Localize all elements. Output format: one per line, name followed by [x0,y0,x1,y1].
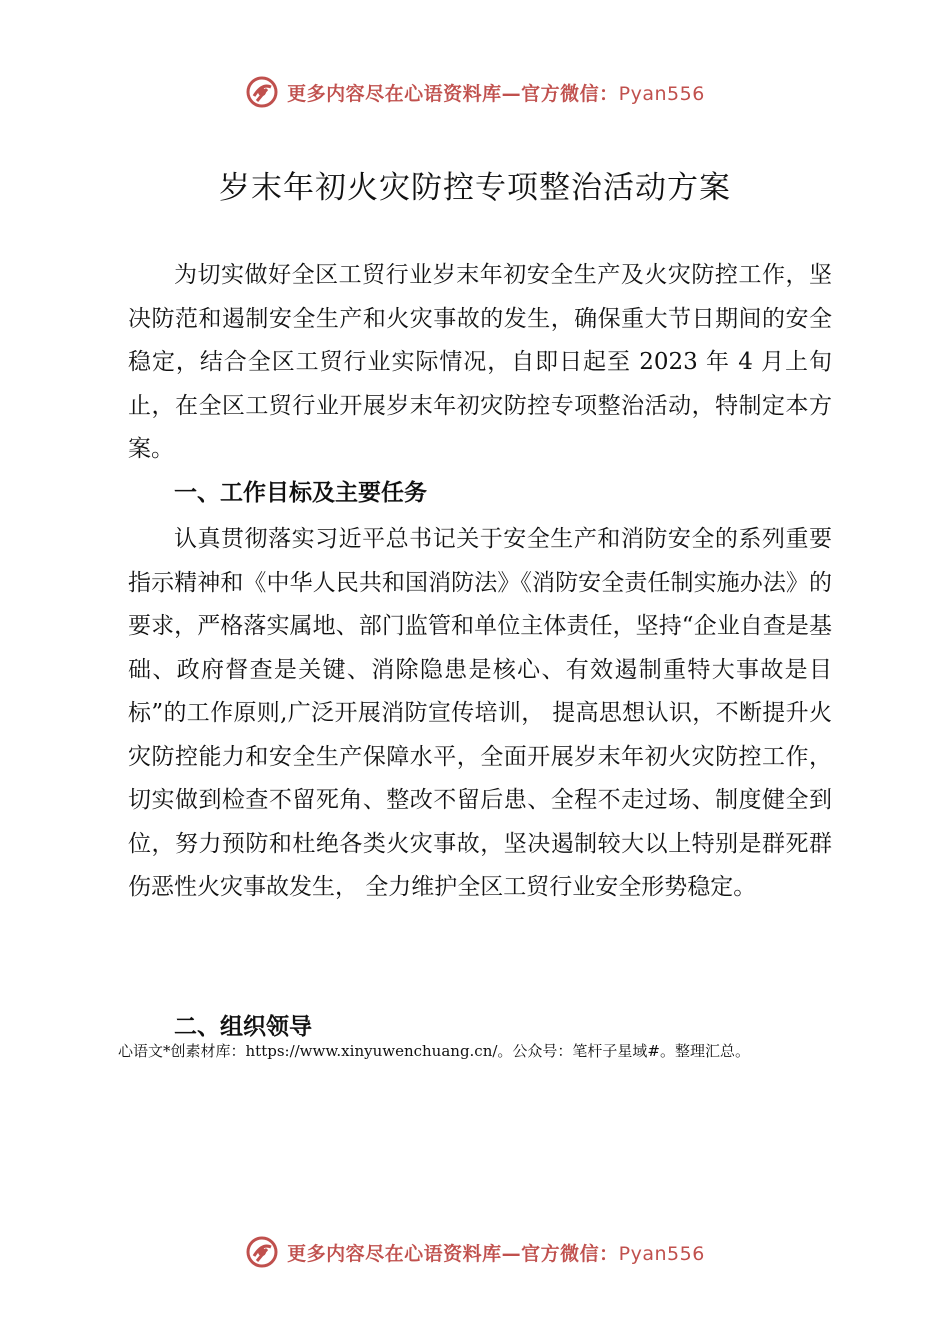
banner-text [287,1239,705,1266]
document-title: 岁末年初火灾防控专项整治活动方案 [219,170,731,206]
top-banner [0,70,950,114]
banner-wechat-id: Pyan556 [618,82,705,105]
section1-heading: 一、工作目标及主要任务 [174,480,427,506]
section1-body-block [128,518,832,910]
banner-main-text: 更多内容尽在心语资料库—官方微信： [287,1242,619,1265]
section2-heading: 二、组织领导 [174,1014,312,1040]
intro-paragraph: 为切实做好全区工贸行业岁末年初安全生产及火灾防控工作，坚决防范和遏制安全生产和火灾事故的发生，确保重大节日期间的安全稳定，结合全区工贸行业实际情况，自即日起至 2023 年 4 月上旬止，在全区工贸行业开展岁末年初灾防控专项整治活动，特制定本方案。 [128,262,832,462]
section1-paragraph: 认真贯彻落实习近平总书记关于安全生产和消防安全的系列重要指示精神和《中华人民共和国消防法》《消防安全责任制实施办法》的要求，严格落实属地、部门监管和单位主体责任，坚持“企业自查是基础、政府督查是关键、消除隐患是核心、有效遏制重特大事故是目标”的工作原则,广泛开展消防宣传培训， 提高思想认识，不断提升火灾防控能力和安全生产保障水平，全面开展岁末年初火灾防控工作，切实做到检查不留死角、整改不留后患、全程不走过场、制度健全到位，努力预防和杜绝各类火灾事故，坚决遏制较大以上特别是群死群伤恶性火灾事故发生， 全力维护全区工贸行业安全形势稳定。 [128,526,832,900]
banner-text [287,79,705,106]
section1-block [128,472,832,516]
intro-block [128,254,832,472]
bottom-banner [0,1230,950,1274]
banner-wechat-id: Pyan556 [618,1242,705,1265]
red-seal-logo-icon [245,1235,279,1269]
banner-main-text: 更多内容尽在心语资料库—官方微信： [287,82,619,105]
source-note: 心语文*创素材库：https://www.xinyuwenchuang.cn/。公众号：笔杆子星域#。整理汇总。 [118,1042,750,1060]
red-seal-logo-icon [245,75,279,109]
